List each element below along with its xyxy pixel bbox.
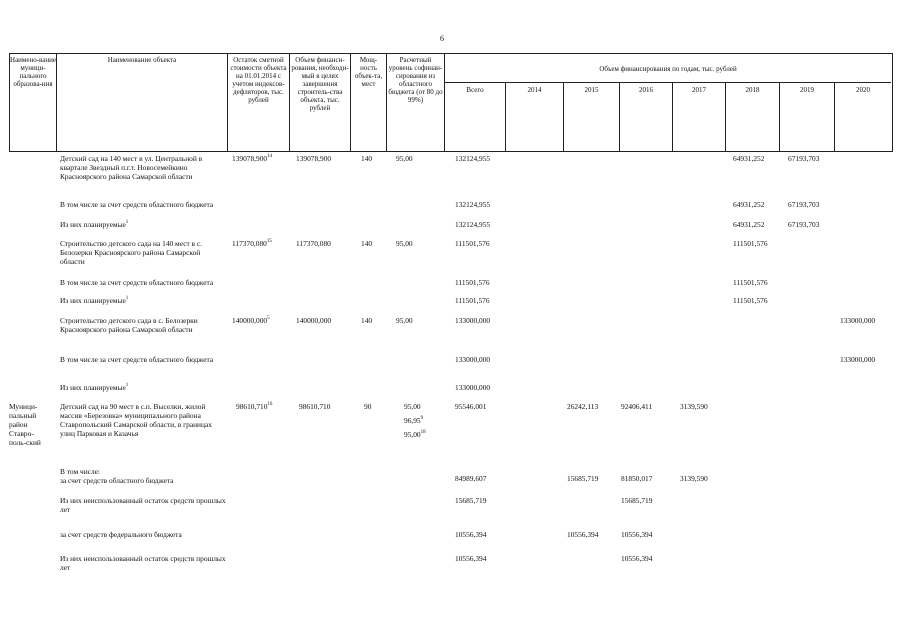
header-remaining: Остаток сметной стоимости объекта на 01.01.2014 с учетом индексов-дефляторов, тыс. рублей [230, 56, 287, 104]
total-value: 10556,394 [455, 530, 487, 539]
object-name: В том числе за счет средств областного бюджета [60, 278, 214, 287]
y2016-value: 92406,411 [621, 402, 653, 411]
y2015-value: 15685,719 [567, 474, 599, 483]
header-funding: Объем финансирования по годам, тыс. рублей [599, 65, 737, 73]
level-value-3: 95,00$^{18}$ [404, 430, 426, 439]
object-name: Из них неиспользованный остаток средств прошлых лет [60, 496, 226, 514]
remaining-value: 139078,900$^{14}$ [232, 154, 273, 163]
y2020-value: 133000,000 [840, 355, 876, 364]
object-name: В том числе: [60, 467, 100, 476]
header-year: 2017 [692, 86, 706, 94]
y2019-value: 67193,703 [788, 154, 820, 163]
level-value: 95,00 [396, 316, 413, 325]
y2016-value: 81850,017 [621, 474, 653, 483]
y2018-value: 111501,576 [733, 239, 768, 248]
volume-value: 139078,900 [296, 154, 332, 163]
header-total: Всего [466, 86, 484, 94]
header-level: Расчетный уровень софинан-сирования из областного бюджета (от 80 до 99%) [388, 56, 443, 104]
object-name: Из них планируемые$^1$ [60, 383, 129, 392]
level-value-2: 96,95$^9$ [404, 416, 424, 425]
total-value: 133000,000 [455, 355, 491, 364]
y2018-value: 111501,576 [733, 278, 768, 287]
municipality-name: Муници-пальный район Ставро-поль-ский [9, 402, 41, 447]
total-value: 84989,607 [455, 474, 487, 483]
volume-value: 117370,080 [296, 239, 331, 248]
y2018-value: 111501,576 [733, 296, 768, 305]
y2019-value: 67193,703 [788, 200, 820, 209]
y2016-value: 15685,719 [621, 496, 653, 505]
total-value: 132124,955 [455, 154, 491, 163]
object-name: В том числе за счет средств областного бюджета [60, 200, 214, 209]
object-name: В том числе за счет средств областного бюджета [60, 355, 214, 364]
volume-value: 140000,000 [296, 316, 332, 325]
header-year: 2016 [639, 86, 653, 94]
capacity-value: 140 [361, 316, 373, 325]
header-volume: Объем финанси-рования, необходи-мый в целях завершения строитель-ства объекта, тыс. рублей [291, 56, 349, 112]
header-year: 2014 [527, 86, 542, 94]
object-name: Детский сад на 90 мест в с.п. Выселки, жилой массив «Березовка» муниципального района Ставропольский Самарской области, в границах улиц Парковая и Казачья [60, 402, 212, 438]
header-year: 2020 [856, 86, 870, 94]
header-year: 2018 [745, 86, 760, 94]
header-capacity: Мощ-ность объек-та, мест [354, 56, 383, 88]
level-value: 95,00 [404, 402, 421, 411]
y2017-value: 3139,590 [680, 474, 708, 483]
object-name: Из них планируемые$^1$ [60, 296, 129, 305]
capacity-value: 140 [361, 239, 373, 248]
header-year: 2019 [800, 86, 814, 94]
y2019-value: 67193,703 [788, 220, 820, 229]
volume-value: 98610,710 [299, 402, 331, 411]
y2018-value: 64931,252 [733, 154, 765, 163]
y2018-value: 64931,252 [733, 200, 765, 209]
y2015-value: 26242,113 [567, 402, 599, 411]
y2020-value: 133000,000 [840, 316, 876, 325]
page-number: 6 [440, 34, 444, 43]
capacity-value: 90 [364, 402, 372, 411]
total-value: 111501,576 [455, 239, 490, 248]
total-value: 95546,001 [455, 402, 487, 411]
remaining-value: 117370,080$^{15}$ [232, 239, 272, 248]
object-name: Строительство детского сада на 140 мест в с. Белозерки Красноярского района Самарской области [60, 239, 203, 266]
y2017-value: 3139,590 [680, 402, 708, 411]
y2016-value: 10556,394 [621, 554, 653, 563]
total-value: 111501,576 [455, 296, 490, 305]
object-name: Строительство детского сада в с. Белозерки Красноярского района Самарской области [60, 316, 198, 334]
total-value: 10556,394 [455, 554, 487, 563]
level-value: 95,00 [396, 154, 413, 163]
remaining-value: 140000,000$^5$ [232, 316, 270, 325]
total-value: 15685,719 [455, 496, 487, 505]
remaining-value: 98610,710$^{16}$ [236, 402, 273, 411]
total-value: 111501,576 [455, 278, 490, 287]
total-value: 133000,000 [455, 316, 491, 325]
y2018-value: 64931,252 [733, 220, 765, 229]
header-year: 2015 [584, 86, 599, 94]
total-value: 133000,000 [455, 383, 491, 392]
object-name: Из них неиспользованный остаток средств прошлых лет [60, 554, 226, 572]
y2015-value: 10556,394 [567, 530, 599, 539]
object-name: Из них планируемые$^1$ [60, 220, 129, 229]
y2016-value: 10556,394 [621, 530, 653, 539]
level-value: 95,00 [396, 239, 413, 248]
object-name: Детский сад на 140 мест в ул. Центральной в квартале Звездный п.г.т. Новосемейкино Красноярского района Самарской области [60, 154, 203, 181]
object-name: за счет средств федерального бюджета [60, 530, 182, 539]
header-municipality: Наимено-вание муници-пального образова-ния [10, 56, 56, 88]
header-object: Наименование объекта [107, 56, 177, 64]
total-value: 132124,955 [455, 220, 491, 229]
total-value: 132124,955 [455, 200, 491, 209]
object-name-2: за счет средств областного бюджета [60, 476, 174, 485]
capacity-value: 140 [361, 154, 373, 163]
